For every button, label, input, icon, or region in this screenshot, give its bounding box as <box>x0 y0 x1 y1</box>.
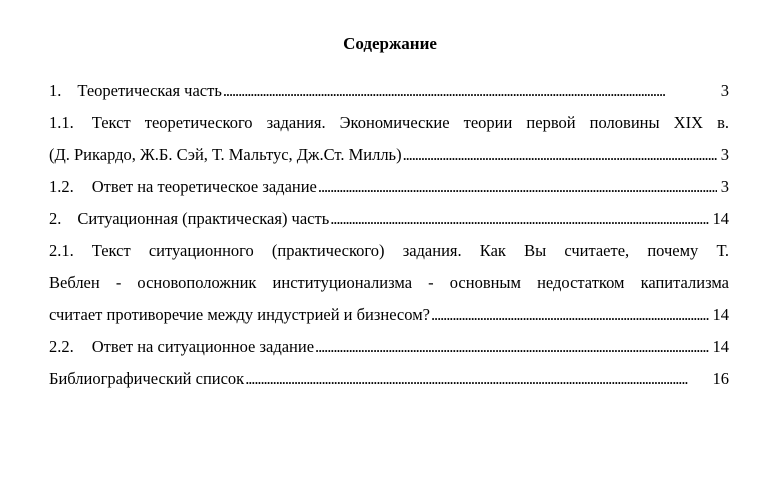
toc-page-number: 3 <box>720 145 729 164</box>
dot-leader <box>222 80 717 102</box>
toc-entry-2-1-line-2 <box>49 272 729 304</box>
toc-entry-1-2 <box>49 176 729 208</box>
page-title: Содержание <box>343 34 437 53</box>
toc-entry-2-1-line-3 <box>49 304 729 336</box>
toc-entry-label: Ответ на теоретическое задание <box>91 177 317 196</box>
toc-entry-label: Текст ситуационного (практического) задания. Как Вы считаете, почему Т. <box>91 241 729 260</box>
toc-entry-label: считает противоречие между индустрией и бизнесом? <box>49 305 430 324</box>
dot-leader <box>329 208 708 230</box>
toc-entry-label: Ситуационная (практическая) часть <box>77 209 330 228</box>
toc-entry-number: 1.2. <box>49 177 74 196</box>
dot-leader <box>314 336 708 358</box>
dot-leader <box>317 176 717 198</box>
table-of-contents <box>49 80 729 400</box>
toc-entry-2 <box>49 208 729 240</box>
dot-leader <box>402 144 717 166</box>
toc-page-number: 14 <box>712 305 729 324</box>
toc-entry-label: Текст теоретического задания. Экономические теории первой половины XIX в. <box>91 113 729 132</box>
toc-entry-number: 2.2. <box>49 337 74 356</box>
toc-entry-label: Библиографический список <box>49 369 245 388</box>
toc-entry-label: (Д. Рикардо, Ж.Б. Сэй, Т. Мальтус, Дж.Ст. Милль) <box>49 145 402 164</box>
toc-entry-label: Веблен - основоположник институционализма - основным недостатком капитализма <box>49 273 729 292</box>
toc-entry-1 <box>49 80 729 112</box>
toc-entry-bibliography <box>49 368 729 400</box>
dot-leader <box>430 304 709 326</box>
toc-entry-2-1-line-1 <box>49 240 729 272</box>
toc-entry-label: Ответ на ситуационное задание <box>91 337 315 356</box>
toc-entry-label: Теоретическая часть <box>77 81 222 100</box>
toc-entry-1-1-line-1 <box>49 112 729 144</box>
toc-page-number: 14 <box>712 337 729 356</box>
toc-page-number: 14 <box>712 209 729 228</box>
toc-entry-number: 1. <box>49 81 62 100</box>
toc-entry-number: 1.1. <box>49 113 74 132</box>
toc-entry-number: 2.1. <box>49 241 74 260</box>
toc-page-number: 3 <box>720 177 729 196</box>
toc-page-number: 16 <box>712 369 729 388</box>
toc-entry-number: 2. <box>49 209 62 228</box>
dot-leader <box>244 368 708 390</box>
toc-entry-1-1-line-2 <box>49 144 729 176</box>
toc-entry-2-2 <box>49 336 729 368</box>
toc-page-number: 3 <box>720 81 729 100</box>
